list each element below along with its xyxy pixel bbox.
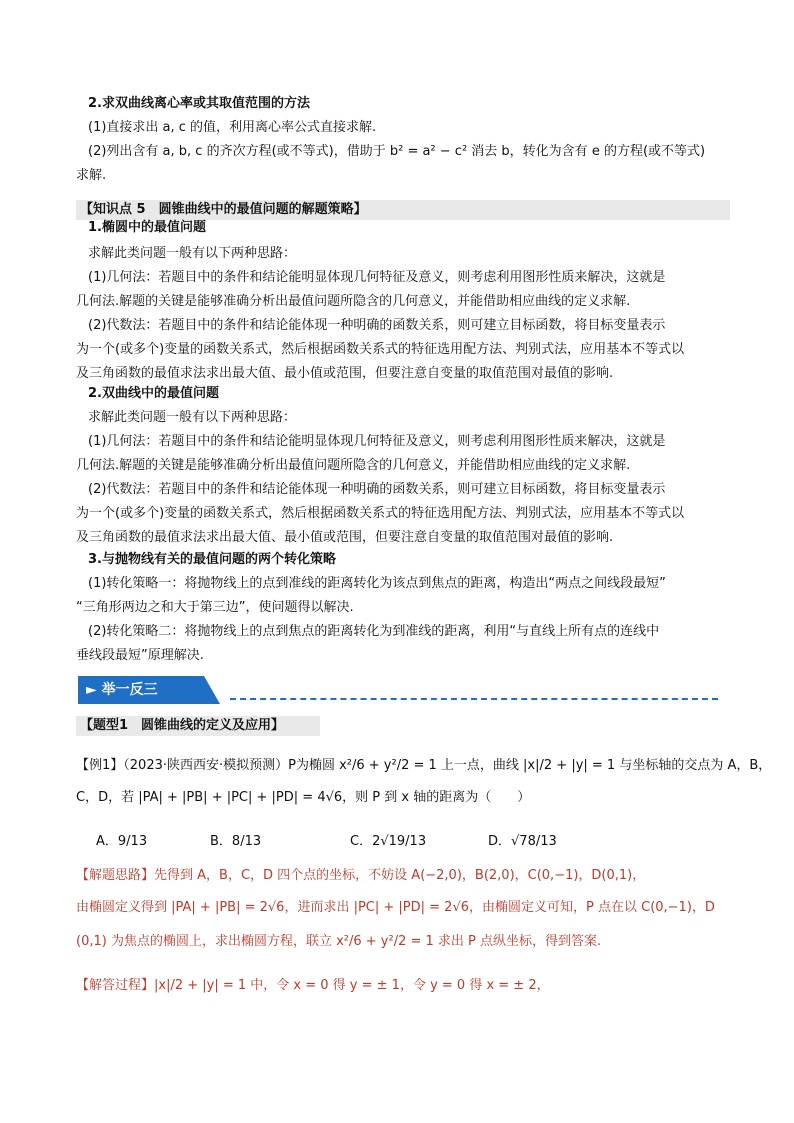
hyperbola-method-2b: 求解. bbox=[76, 168, 107, 183]
play-arrow-icon: ► bbox=[86, 682, 97, 698]
example-1-line1: 【例1】（2023·陕西西安·模拟预测）P为椭圆 x²/6 + y²/2 = 1 上一点，曲线 |x|/2 + |y| = 1 与坐标轴的交点为 A，B， bbox=[76, 758, 772, 773]
option-d: D．√78/13 bbox=[488, 834, 557, 849]
solution-idea-line2: 由椭圆定义得到 |PA| + |PB| = 2√6，进而求出 |PC| + |PD| = 2√6，由椭圆定义可知，P 点在以 C(0,−1)，D bbox=[76, 900, 715, 915]
ellipse-algebraic-b: 为一个(或多个)变量的函数关系式，然后根据函数关系式的特征选用配方法、判别式法，应用基本不等式以 bbox=[76, 342, 685, 357]
ellipse-algebraic-c: 及三角函数的最值求法求出最大值、最小值或范围，但要注意自变量的取值范围对最值的影响. bbox=[76, 366, 614, 381]
solution-idea-line1: 【解题思路】先得到 A，B，C，D 四个点的坐标，不妨设 A(−2,0)，B(2,0)，C(0,−1)，D(0,1)， bbox=[76, 868, 646, 883]
parabola-strategy-1b: “三角形两边之和大于第三边”，使问题得以解决. bbox=[76, 600, 354, 615]
parabola-strategy-2b: 垂线段最短”原理解决. bbox=[76, 648, 204, 663]
knowledge-point-5-header: 【知识点 5 圆锥曲线中的最值问题的解题策略】 bbox=[76, 200, 730, 220]
parabola-strategy-1a: (1)转化策略一：将抛物线上的点到准线的距离转化为该点到焦点的距离，构造出“两点之间线段最短” bbox=[88, 576, 666, 591]
hyperbola-title: 2.双曲线中的最值问题 bbox=[88, 386, 219, 401]
hyperbola-method-1: (1)直接求出 a, c 的值，利用离心率公式直接求解. bbox=[88, 120, 377, 135]
hyperbola-geometric-a: (1)几何法：若题目中的条件和结论能明显体现几何特征及意义，则考虑利用图形性质来解决，这就是 bbox=[88, 434, 666, 449]
hyperbola-algebraic-c: 及三角函数的最值求法求出最大值、最小值或范围，但要注意自变量的取值范围对最值的影响. bbox=[76, 530, 614, 545]
topic-1-header: 【题型1 圆锥曲线的定义及应用】 bbox=[76, 716, 320, 736]
hyperbola-method-2a: (2)列出含有 a, b, c 的齐次方程(或不等式)，借助于 b² = a² − c² 消去 b，转化为含有 e 的方程(或不等式) bbox=[88, 144, 706, 159]
hyperbola-algebraic-a: (2)代数法：若题目中的条件和结论能体现一种明确的函数关系，则可建立目标函数，将目标变量表示 bbox=[88, 482, 666, 497]
solution-idea-line3: (0,1) 为焦点的椭圆上，求出椭圆方程，联立 x²/6 + y²/2 = 1 求出 P 点纵坐标，得到答案. bbox=[76, 934, 602, 949]
banner-title: 举一反三 bbox=[101, 682, 158, 698]
section-banner-label bbox=[86, 676, 158, 704]
hyperbola-method-title: 2.求双曲线离心率或其取值范围的方法 bbox=[88, 96, 310, 111]
parabola-strategy-2a: (2)转化策略二：将抛物线上的点到焦点的距离转化为到准线的距离，利用“与直线上所有点的连线中 bbox=[88, 624, 660, 639]
hyperbola-intro: 求解此类问题一般有以下两种思路： bbox=[88, 410, 297, 425]
hyperbola-geometric-b: 几何法.解题的关键是能够准确分析出最值问题所隐含的几何意义，并能借助相应曲线的定义求解. bbox=[76, 458, 631, 473]
ellipse-intro: 求解此类问题一般有以下两种思路： bbox=[88, 246, 297, 261]
example-1-line2: C，D，若 |PA| + |PB| + |PC| + |PD| = 4√6，则 P 到 x 轴的距离为（ ） bbox=[76, 790, 531, 805]
ellipse-geometric-a: (1)几何法：若题目中的条件和结论能明显体现几何特征及意义，则考虑利用图形性质来解决，这就是 bbox=[88, 270, 666, 285]
parabola-title: 3.与抛物线有关的最值问题的两个转化策略 bbox=[88, 552, 336, 567]
dashed-divider bbox=[230, 698, 718, 700]
option-c: C．2√19/13 bbox=[350, 834, 427, 849]
option-a: A．9/13 bbox=[96, 834, 148, 849]
hyperbola-algebraic-b: 为一个(或多个)变量的函数关系式，然后根据函数关系式的特征选用配方法、判别式法，应用基本不等式以 bbox=[76, 506, 685, 521]
ellipse-title: 1.椭圆中的最值问题 bbox=[88, 220, 206, 235]
ellipse-algebraic-a: (2)代数法：若题目中的条件和结论能体现一种明确的函数关系，则可建立目标函数，将目标变量表示 bbox=[88, 318, 666, 333]
option-b: B．8/13 bbox=[210, 834, 262, 849]
solution-process-line1: 【解答过程】|x|/2 + |y| = 1 中，令 x = 0 得 y = ± 1，令 y = 0 得 x = ± 2， bbox=[76, 978, 550, 993]
ellipse-geometric-b: 几何法.解题的关键是能够准确分析出最值问题所隐含的几何意义，并能借助相应曲线的定义求解. bbox=[76, 294, 631, 309]
